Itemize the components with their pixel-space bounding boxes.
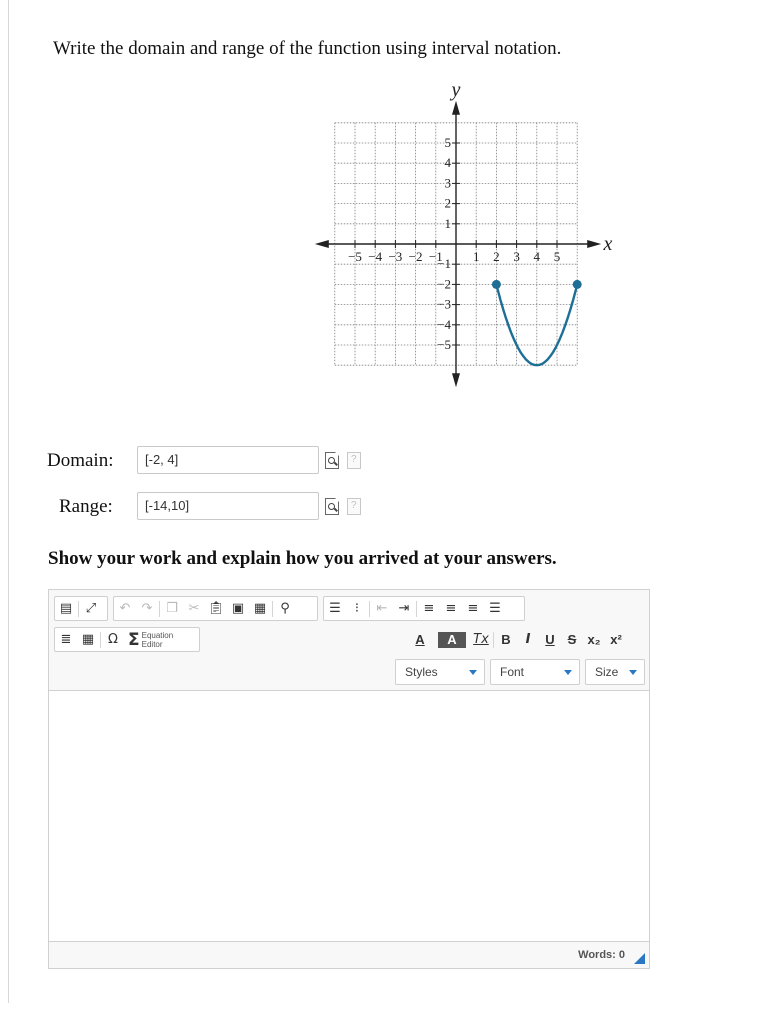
align-right-icon[interactable]: ≡ xyxy=(467,601,479,616)
table-icon[interactable]: ▦ xyxy=(81,632,95,647)
italic-button[interactable]: I xyxy=(525,632,531,647)
find-icon[interactable]: ⚲ xyxy=(280,601,290,616)
view-group xyxy=(54,596,108,621)
y-tick-label: 2 xyxy=(444,195,451,211)
x-axis-label: x xyxy=(603,233,613,255)
x-axis-right-arrow xyxy=(587,240,601,248)
subscript-button[interactable]: x₂ xyxy=(587,632,601,647)
copy-icon[interactable]: ❐ xyxy=(166,601,178,616)
x-tick-label: −5 xyxy=(348,249,362,264)
question-text: Write the domain and range of the function using interval notation. xyxy=(53,38,562,59)
superscript-button[interactable]: x² xyxy=(610,632,622,647)
domain-label: Domain: xyxy=(47,450,114,471)
special-char-icon[interactable]: Ω xyxy=(108,632,118,647)
y-axis-down-arrow xyxy=(452,373,460,387)
x-tick-label: −4 xyxy=(368,249,383,264)
sigma-icon: Σ xyxy=(128,629,140,650)
justify-icon[interactable]: ☰ xyxy=(489,601,501,616)
y-tick-label: −2 xyxy=(437,276,451,292)
maximize-icon[interactable]: ⤢ xyxy=(85,601,97,616)
font-dropdown[interactable] xyxy=(490,659,580,685)
redo-icon[interactable]: ↷ xyxy=(141,601,153,616)
y-tick-label: 5 xyxy=(444,135,451,150)
y-tick-label: −1 xyxy=(437,256,451,272)
editor-toolbar xyxy=(49,590,649,691)
text-color-button[interactable]: A xyxy=(415,632,425,647)
editor-statusbar xyxy=(49,941,649,968)
endpoint-dot xyxy=(573,280,582,289)
domain-help-icon[interactable]: ? xyxy=(347,452,361,469)
rich-text-editor xyxy=(48,589,650,969)
y-axis-up-arrow xyxy=(452,101,460,115)
equation-label-line1: Equation xyxy=(141,630,174,640)
x-tick-label: −1 xyxy=(428,249,443,264)
range-help-icon[interactable]: ? xyxy=(347,498,361,515)
styles-label: Styles xyxy=(405,665,438,679)
y-tick-label: 3 xyxy=(444,175,451,191)
y-tick-label: 4 xyxy=(444,155,451,171)
x-tick-label: −3 xyxy=(388,249,403,264)
background-color-button[interactable]: A xyxy=(438,632,466,648)
y-tick-label: −4 xyxy=(437,316,451,332)
horizontal-line-icon[interactable]: ≣ xyxy=(60,632,72,647)
bold-button[interactable]: B xyxy=(501,632,511,647)
paste-icon[interactable]: 📋︎ xyxy=(207,601,225,616)
insert-group xyxy=(54,627,200,652)
equation-editor-button[interactable] xyxy=(124,629,177,651)
domain-preview-icon[interactable] xyxy=(325,452,339,469)
range-preview-icon[interactable] xyxy=(325,498,339,515)
chevron-down-icon xyxy=(469,670,477,675)
series xyxy=(492,280,582,365)
edit-group xyxy=(113,596,318,621)
y-tick-label: 1 xyxy=(444,215,451,231)
remove-format-button[interactable]: Tx xyxy=(473,632,489,647)
y-axis-label: y xyxy=(451,79,461,101)
x-tick-label: 3 xyxy=(513,249,520,264)
y-tick-label: −5 xyxy=(437,337,451,352)
paste-word-icon[interactable]: ▦ xyxy=(253,601,267,616)
increase-indent-icon[interactable]: ⇥ xyxy=(398,601,410,616)
range-input[interactable]: [-14,10] xyxy=(137,492,319,520)
editor-content-area[interactable] xyxy=(49,691,649,942)
x-tick-label: 1 xyxy=(472,249,480,264)
font-label: Font xyxy=(500,665,525,679)
size-label: Size xyxy=(595,665,619,679)
source-icon[interactable]: ▤ xyxy=(59,601,73,616)
align-left-icon[interactable]: ≡ xyxy=(423,601,435,616)
format-group xyxy=(406,627,644,652)
paragraph-group xyxy=(323,596,525,621)
x-tick-label: 2 xyxy=(493,249,500,264)
x-axis-left-arrow xyxy=(315,240,329,248)
y-tick-label: −3 xyxy=(437,296,451,312)
instructions-text: Show your work and explain how you arrived at your answers. xyxy=(48,548,557,569)
domain-input[interactable]: [-2, 4] xyxy=(137,446,319,474)
equation-label-line2: Editor xyxy=(141,639,163,649)
function-graph xyxy=(0,0,766,400)
x-tick-label: −2 xyxy=(408,249,423,264)
numbered-list-icon[interactable]: ☰ xyxy=(329,601,341,616)
paste-text-icon[interactable]: ▣ xyxy=(231,601,245,616)
x-tick-label: 5 xyxy=(553,249,561,264)
chevron-down-icon xyxy=(564,670,572,675)
undo-icon[interactable]: ↶ xyxy=(119,601,131,616)
bulleted-list-icon[interactable]: ⁝ xyxy=(354,601,360,616)
styles-dropdown[interactable] xyxy=(395,659,485,685)
chevron-down-icon xyxy=(629,670,637,675)
x-tick-label: 4 xyxy=(533,249,541,264)
resize-handle-icon[interactable] xyxy=(634,953,645,964)
word-count: Words: 0 xyxy=(578,949,625,961)
cut-icon[interactable]: ✂ xyxy=(188,601,200,616)
size-dropdown[interactable] xyxy=(585,659,645,685)
endpoint-dot xyxy=(492,280,501,289)
range-label: Range: xyxy=(59,496,113,517)
underline-button[interactable]: U xyxy=(545,632,555,647)
decrease-indent-icon[interactable]: ⇤ xyxy=(376,601,388,616)
strikethrough-button[interactable]: S xyxy=(567,632,577,647)
align-center-icon[interactable]: ≡ xyxy=(445,601,457,616)
